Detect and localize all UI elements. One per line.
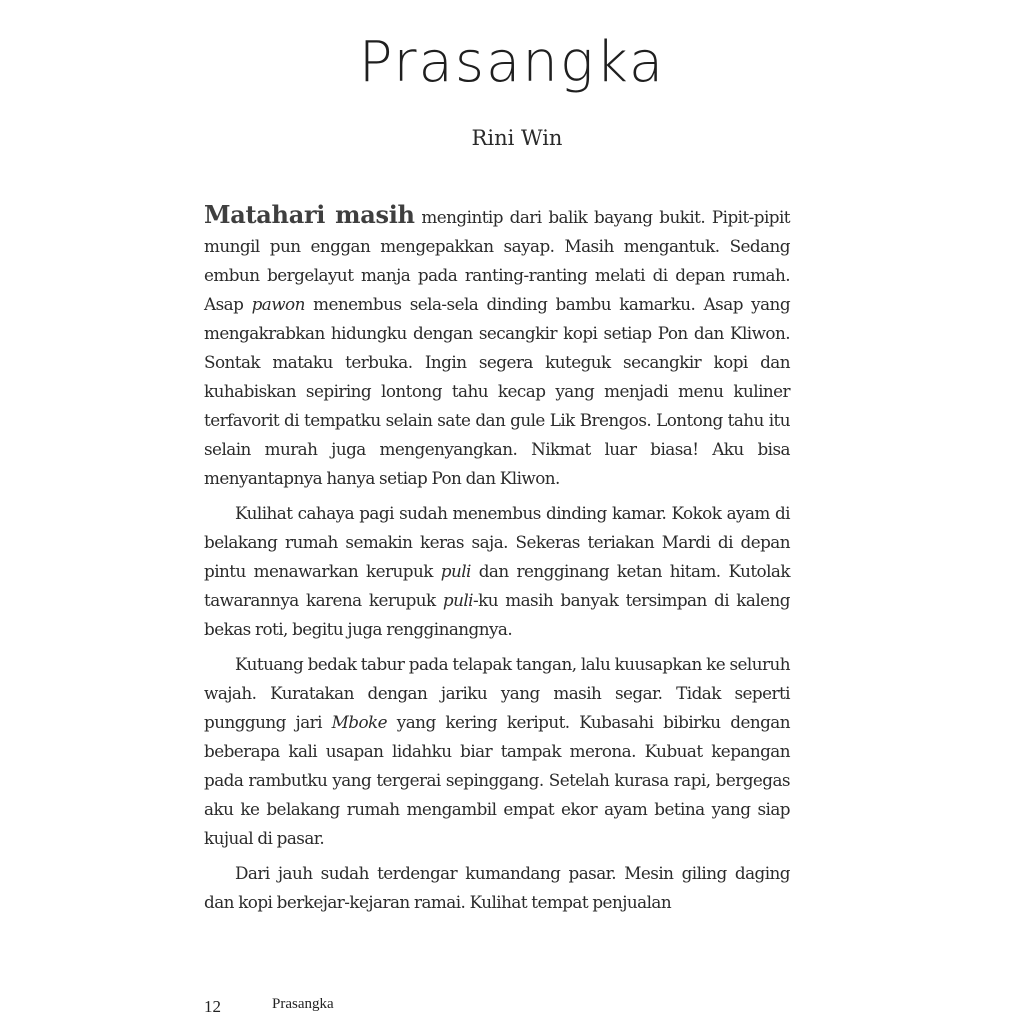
italic-term: puli <box>442 590 473 610</box>
paragraph-text: mengintip dari balik bayang bukit. Pipit-pipit mungil pun enggan mengepakkan sayap. Masih mengantuk. Sedang embun bergelayut manja pada ranting-ranting melati di depan rumah. Asap <box>204 207 790 314</box>
paragraph-4 <box>204 859 790 917</box>
italic-term: pawon <box>251 294 305 314</box>
paragraph-text: -ku masih banyak tersimpan di kaleng bekas roti, begitu juga rengginangnya. <box>204 590 790 639</box>
story-title: Prasangka <box>358 30 666 95</box>
paragraph-text: Kutuang bedak tabur pada telapak tangan, lalu kuusapkan ke seluruh wajah. Kuratakan dengan jariku yang masih segar. Tidak seperti punggung jari <box>204 654 790 732</box>
paragraph-text: dan rengginang ketan hitam. Kutolak tawarannya karena kerupuk <box>204 561 791 610</box>
lead-in-bold: Matahari masih <box>204 200 415 229</box>
paragraph-1 <box>204 200 790 493</box>
paragraph-text: Dari jauh sudah terdengar kumandang pasar. Mesin giling daging dan kopi berkejar-kejaran ramai. Kulihat tempat penjualan <box>204 863 790 912</box>
italic-term: Mboke <box>331 712 388 732</box>
author-name: Rini Win <box>471 126 563 150</box>
paragraph-3 <box>204 650 790 853</box>
story-body <box>204 200 790 923</box>
italic-term: puli <box>440 561 471 581</box>
paragraph-text: menembus sela-sela dinding bambu kamarku. Asap yang mengakrabkan hidungku dengan secangkir kopi setiap Pon dan Kliwon. Sontak mataku terbuka. Ingin segera kuteguk secangkir kopi dan kuhabiskan sepiring lontong tahu kecap yang menjadi menu kuliner terfavorit di tempatku selain sate dan gule Lik Brengos. Lontong tahu itu selain murah juga mengenyangkan. Nikmat luar biasa! Aku bisa menyantapnya hanya setiap Pon dan Kliwon. <box>204 294 791 488</box>
page-number: 12 <box>204 997 221 1016</box>
paragraph-text: Kulihat cahaya pagi sudah menembus dinding kamar. Kokok ayam di belakang rumah semakin keras saja. Sekeras teriakan Mardi di depan pintu menawarkan kerupuk <box>204 503 790 581</box>
paragraph-text: yang kering keriput. Kubasahi bibirku dengan beberapa kali usapan lidahku biar tampak merona. Kubuat kepangan pada rambutku yang tergerai sepinggang. Setelah kurasa rapi, bergegas aku ke belakang rumah mengambil empat ekor ayam betina yang siap kujual di pasar. <box>204 712 790 848</box>
paragraph-2 <box>204 499 790 644</box>
running-head: Prasangka <box>272 996 334 1012</box>
